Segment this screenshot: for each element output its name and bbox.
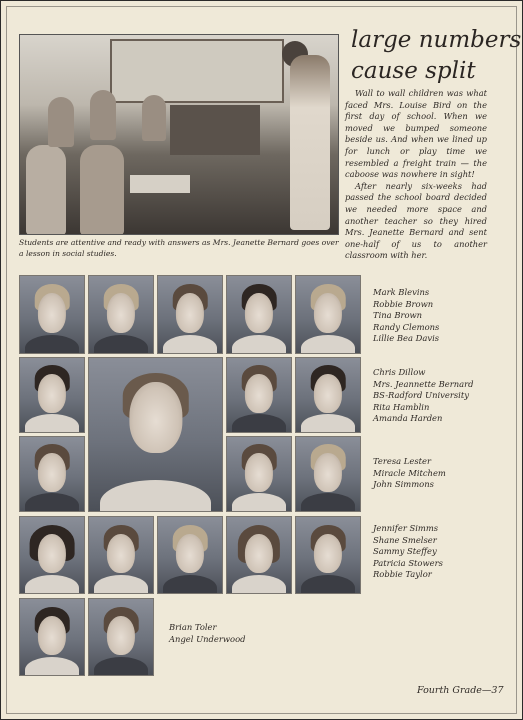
student-portrait <box>88 598 154 676</box>
name-list-row-5 <box>169 622 246 645</box>
student-figure <box>90 90 116 140</box>
story-text <box>345 88 487 262</box>
student-name: John Simmons <box>373 479 434 489</box>
student-name: Rita Hamblin <box>373 401 430 412</box>
name-list-row-3 <box>373 456 446 491</box>
student-name: Sammy Steffey <box>373 546 437 556</box>
student-portrait <box>88 516 154 594</box>
student-portrait <box>19 357 85 433</box>
student-name: Robbie Taylor <box>373 569 432 579</box>
teacher-figure <box>290 55 330 230</box>
student-portrait <box>295 275 361 354</box>
name-list-row-2 <box>373 367 473 425</box>
student-portrait <box>157 275 223 354</box>
student-name: Randy Clemons <box>373 321 440 332</box>
student-name: Patricia Stowers <box>373 557 443 568</box>
student-name: Lillie Bea Davis <box>373 333 440 343</box>
headline-line-1: large numbers <box>351 27 522 53</box>
story-paragraph-1: Wall to wall children was what faced Mrs. Louise Bird on the first day of school. When we moved we bumped someone beside us. And when we lined up for lunch or play time we resembled a freight train — the caboose was nowhere in sight! <box>345 88 487 180</box>
student-portrait <box>157 516 223 594</box>
student-portrait <box>19 436 85 512</box>
student-portrait <box>88 275 154 354</box>
classroom-photo <box>19 34 339 235</box>
student-name: Robbie Brown <box>373 298 434 309</box>
student-portrait <box>295 436 361 512</box>
student-name: Chris Dillow <box>373 367 426 377</box>
desk <box>130 175 190 193</box>
student-name: Amanda Harden <box>373 413 443 423</box>
student-figure <box>26 145 66 235</box>
headline <box>351 25 521 87</box>
student-figure <box>142 95 166 141</box>
student-name: Tina Brown <box>373 310 423 320</box>
student-figure <box>48 97 74 147</box>
student-portrait <box>295 516 361 594</box>
bulletin-board <box>110 39 284 103</box>
teacher-portrait <box>88 357 223 512</box>
headline-line-2: cause split <box>351 58 476 84</box>
name-list-row-4 <box>373 523 443 581</box>
student-name: Mark Blevins <box>373 287 430 297</box>
photo-caption: Students are attentive and ready with answers as Mrs. Jeanette Bernard goes over a lesson in social studies. <box>19 238 339 258</box>
student-portrait <box>226 275 292 354</box>
teacher-name: Mrs. Jeannette Bernard <box>373 378 474 389</box>
student-name: Teresa Lester <box>373 456 431 466</box>
desk <box>170 105 260 155</box>
student-figure <box>80 145 124 235</box>
student-portrait <box>226 436 292 512</box>
student-portrait <box>295 357 361 433</box>
student-name: Miracle Mitchem <box>373 467 446 478</box>
student-portrait <box>226 357 292 433</box>
student-name: Jennifer Simms <box>373 523 439 533</box>
student-name: Angel Underwood <box>169 633 246 644</box>
name-list-row-1 <box>373 287 439 345</box>
student-portrait <box>19 275 85 354</box>
student-name: Brian Toler <box>169 622 217 632</box>
student-portrait <box>226 516 292 594</box>
teacher-degree: BS-Radford University <box>373 390 469 400</box>
student-name: Shane Smelser <box>373 534 437 545</box>
student-portrait <box>19 516 85 594</box>
student-portrait <box>19 598 85 676</box>
page-folio: Fourth Grade—37 <box>417 685 504 696</box>
story-paragraph-2: After nearly six-weeks had passed the school board decided we needed more space and another teacher so they hired Mrs. Jeanette Bernard and sent one-half of us to another classroom with her. <box>345 180 487 261</box>
